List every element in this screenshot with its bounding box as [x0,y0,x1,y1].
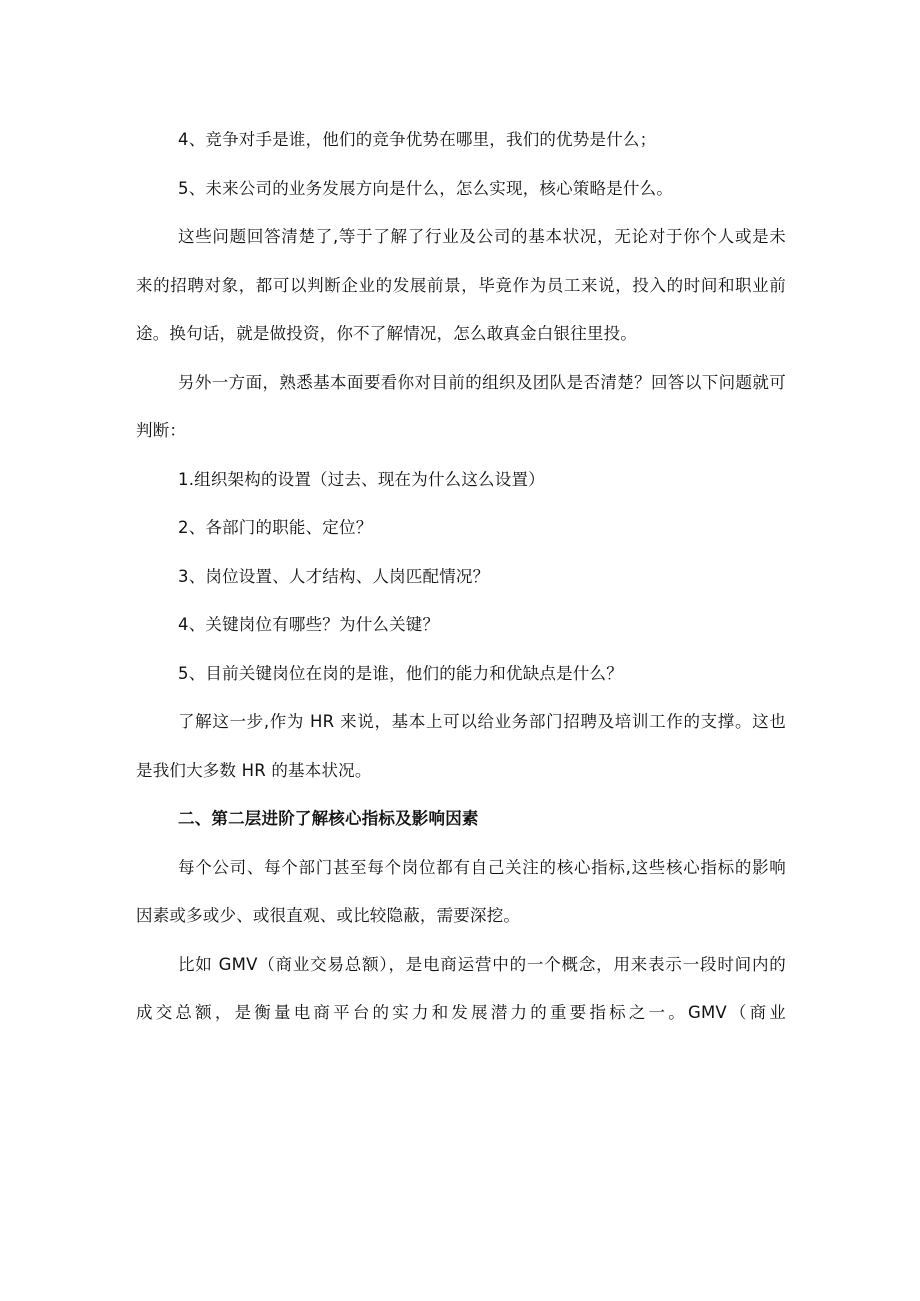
paragraph-basic-status [136,213,786,359]
text-line: 了解这一步,作为 HR 来说，基本上可以给业务部门招聘及培训工作的支撑。这也 [178,712,786,731]
text-line: 3、岗位设置、人才结构、人岗匹配情况？ [178,566,490,586]
text-line: 比如 GMV（商业交易总额），是电商运营中的一个概念，用来表示一段时间内的 [178,954,786,974]
list-item-key-staff [136,650,786,699]
text-line: 1.组织架构的设置（过去、现在为什么这么设置） [178,469,545,489]
document-body [136,116,786,1038]
list-item-key-positions [136,601,786,650]
text-line: 是我们大多数 HR 的基本状况。 [136,760,372,780]
text-line: 来的招聘对象，都可以判断企业的发展前景，毕竟作为员工来说，投入的时间和职业前 [136,275,786,295]
section-heading [136,795,786,844]
text-line: 5、目前关键岗位在岗的是谁，他们的能力和优缺点是什么？ [178,663,623,683]
text-line: 这些问题回答清楚了,等于了解了行业及公司的基本状况，无论对于你个人或是未 [178,227,786,246]
paragraph-hr-support [136,698,786,795]
text-line: 4、关键岗位有哪些？为什么关键？ [178,615,440,634]
text-line: 另外一方面，熟悉基本面要看你对目前的组织及团队是否清楚？回答以下问题就可 [178,372,786,392]
text-line: 因素或多或少、或很直观、或比较隐蔽，需要深挖。 [136,906,521,925]
text-line: 每个公司、每个部门甚至每个岗位都有自己关注的核心指标,这些核心指标的影响 [178,857,786,877]
paragraph-organization [136,359,786,456]
text-line: 5、未来公司的业务发展方向是什么，怎么实现，核心策略是什么。 [178,178,673,198]
text-line: 判断： [136,421,187,440]
text-line: 成交总额，是衡量电商平台的实力和发展潜力的重要指标之一。GMV（商业 [136,1003,786,1022]
list-item-position-setup [136,553,786,602]
text-line: 途。换句话，就是做投资，你不了解情况，怎么敢真金白银往里投。 [136,324,637,343]
list-item-org-structure [136,456,786,505]
paragraph-future-direction [136,165,786,214]
paragraph-core-metrics [136,844,786,941]
paragraph-competitors [136,116,786,165]
heading-text: 二、第二层进阶了解核心指标及影响因素 [178,809,479,828]
paragraph-gmv [136,941,786,1038]
list-item-department-functions [136,504,786,553]
text-line: 2、各部门的职能、定位？ [178,518,373,537]
text-line: 4、竞争对手是谁，他们的竞争优势在哪里，我们的优势是什么； [178,130,657,149]
